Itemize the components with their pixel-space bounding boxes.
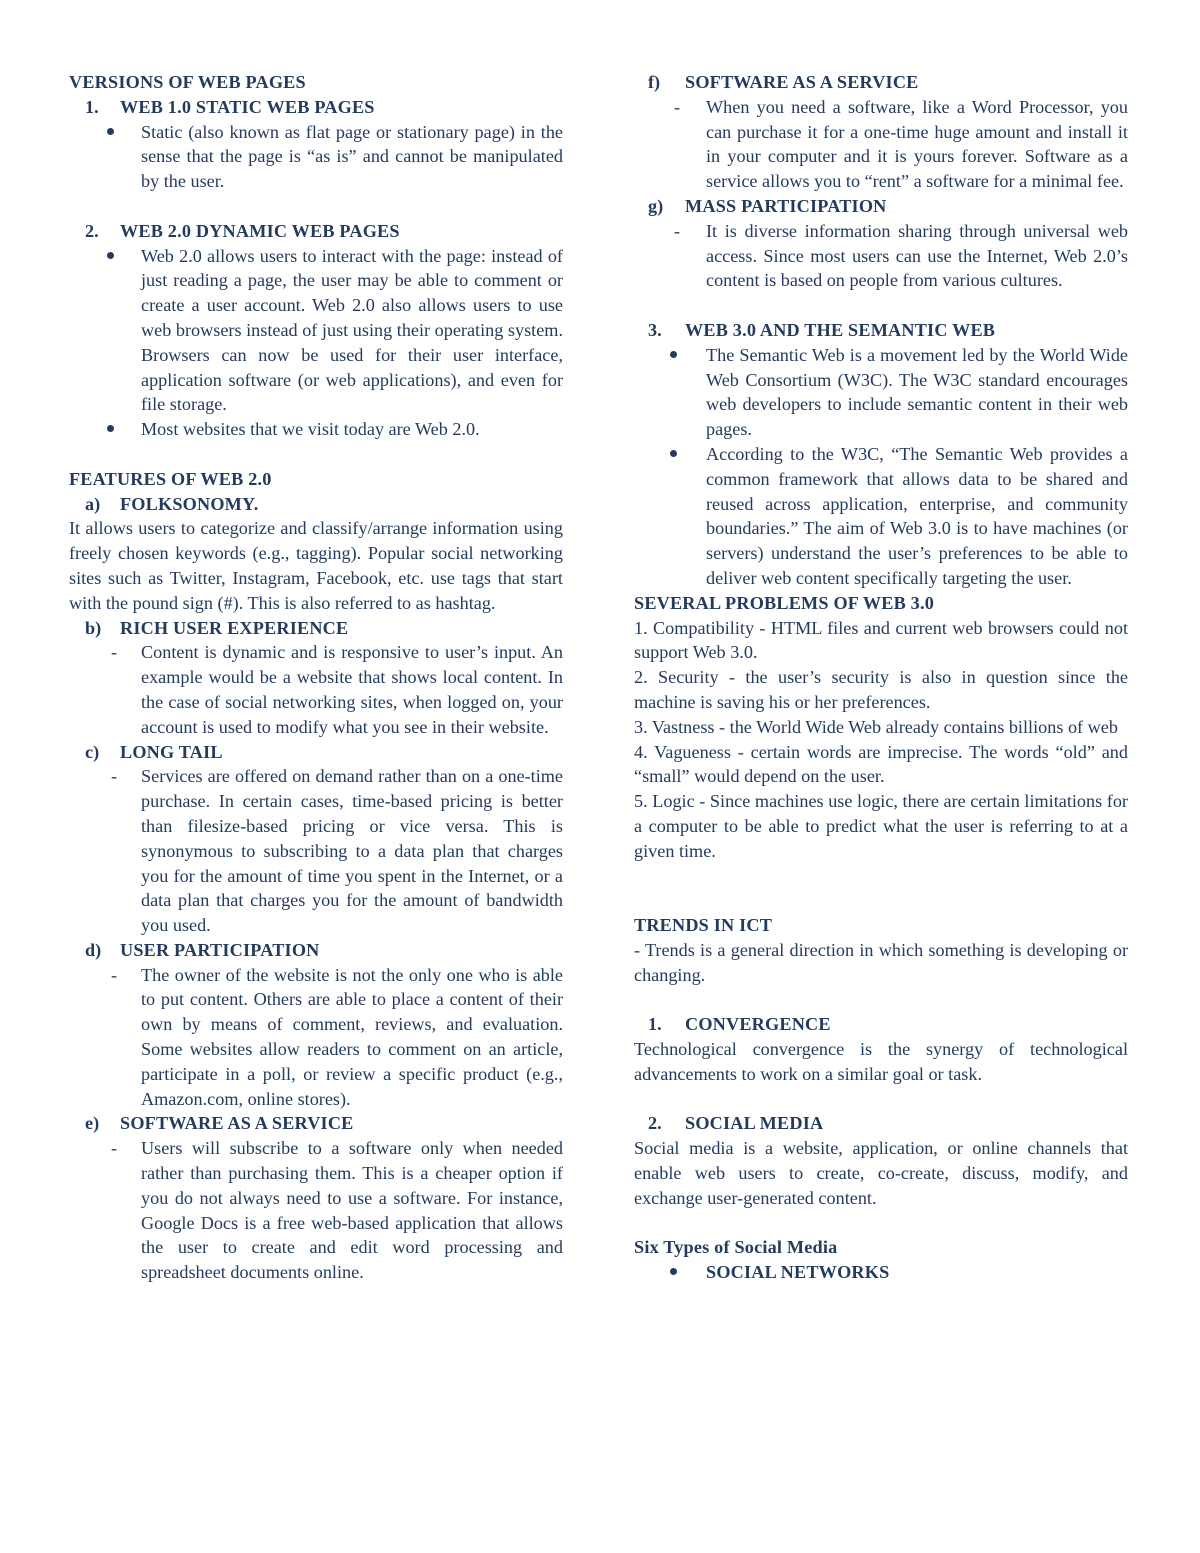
dash-marker: - <box>111 1138 118 1159</box>
bullet-icon <box>69 417 141 442</box>
list-number: 3. <box>648 319 662 340</box>
problem-item: 4. Vagueness - certain words are imprecise. The words “old” and “small” would depend on the user. <box>634 741 1128 787</box>
dash-text: When you need a software, like a Word Processor, you can purchase it for a one-time huge amount and install it in your computer and it is yours forever. Software as a service allows you to “rent” a software for a minimal fee. <box>706 96 1128 192</box>
dash-item <box>69 1136 563 1285</box>
dash-text: It is diverse information sharing through universal web access. Since most users can use the Internet, Web 2.0’s content is based on people from various cultures. <box>706 220 1128 291</box>
web2-heading <box>69 219 563 244</box>
social-media-title: SOCIAL MEDIA <box>685 1113 824 1134</box>
convergence-title: CONVERGENCE <box>685 1014 831 1035</box>
bullet-icon <box>69 120 141 194</box>
list-number: 2. <box>85 220 99 241</box>
social-media-heading <box>634 1111 1128 1136</box>
bullet-text: Static (also known as flat page or stationary page) in the sense that the page is “as is” and cannot be manipulated by the user. <box>141 121 563 192</box>
dash-text: Content is dynamic and is responsive to user’s input. An example would be a website that shows local content. In the case of social networking sites, when logged on, your account is used to modify what you see in their website. <box>141 642 563 737</box>
dash-item <box>634 219 1128 293</box>
convergence-heading <box>634 1012 1128 1037</box>
trends-heading: TRENDS IN ICT <box>634 915 773 936</box>
feature-a-heading <box>69 492 563 517</box>
problem-item: 2. Security - the user’s security is also in question since the machine is saving his or her preferences. <box>634 667 1128 712</box>
web1-title: WEB 1.0 STATIC WEB PAGES <box>120 96 375 117</box>
web2-title: WEB 2.0 DYNAMIC WEB PAGES <box>120 220 400 241</box>
bullet-text: According to the W3C, “The Semantic Web provides a common framework that allows data to be shared and reused across application, enterprise, and community boundaries.” The aim of Web 3.0 is to have machines (or servers) understand the user’s preferences to be able to deliver web content specifically targeting the user. <box>706 443 1128 588</box>
left-column <box>69 70 563 1285</box>
bullet-text: Most websites that we visit today are Web 2.0. <box>141 419 480 440</box>
list-letter: g) <box>648 195 664 216</box>
dash-marker: - <box>111 766 118 787</box>
bullet-item <box>634 343 1128 442</box>
dash-item <box>69 640 563 739</box>
bullet-item <box>69 244 563 418</box>
features-heading: FEATURES OF WEB 2.0 <box>69 468 272 489</box>
feature-f-heading <box>634 70 1128 95</box>
right-column <box>634 70 1128 1285</box>
bullet-text: The Semantic Web is a movement led by the World Wide Web Consortium (W3C). The W3C standard encourages web developers to include semantic content in their web pages. <box>706 344 1128 440</box>
problem-item: 3. Vastness - the World Wide Web already contains billions of web <box>634 716 1118 737</box>
list-number: 2. <box>648 1113 662 1134</box>
bullet-item <box>634 1260 1128 1285</box>
feature-title: LONG TAIL <box>120 741 223 762</box>
feature-e-heading <box>69 1111 563 1136</box>
bullet-item <box>69 120 563 194</box>
list-letter: a) <box>85 493 101 514</box>
bullet-icon <box>634 343 706 442</box>
bullet-text: Web 2.0 allows users to interact with the page: instead of just reading a page, the user may be able to comment or create a user account. Web 2.0 also allows users to use web browsers instead of just using their operating system. Browsers can now be used for their user interface, application software (or web applications), and even for file storage. <box>141 245 563 415</box>
feature-title: RICH USER EXPERIENCE <box>120 617 349 638</box>
dash-text: Users will subscribe to a software only when needed rather than purchasing them. This is a cheaper option if you do not always need to use a software. For instance, Google Docs is a free web-based application that allows the user to create and edit word processing and spreadsheet documents online. <box>141 1138 563 1283</box>
list-letter: c) <box>85 741 100 762</box>
feature-title: MASS PARTICIPATION <box>685 195 887 216</box>
list-number: 1. <box>85 96 99 117</box>
feature-title: FOLKSONOMY. <box>120 493 259 514</box>
feature-title: USER PARTICIPATION <box>120 939 320 960</box>
problems-heading: SEVERAL PROBLEMS OF WEB 3.0 <box>634 592 934 613</box>
list-number: 1. <box>648 1014 662 1035</box>
feature-d-heading <box>69 938 563 963</box>
convergence-body: Technological convergence is the synergy of technological advancements to work on a similar goal or task. <box>634 1039 1128 1084</box>
bullet-icon <box>69 244 141 418</box>
feature-title: SOFTWARE AS A SERVICE <box>120 1113 354 1134</box>
dash-marker: - <box>674 96 681 117</box>
feature-title: SOFTWARE AS A SERVICE <box>685 72 919 92</box>
dash-marker: - <box>674 220 681 241</box>
bullet-text: SOCIAL NETWORKS <box>706 1262 890 1283</box>
dash-marker: - <box>111 964 118 985</box>
problem-item: 1. Compatibility - HTML files and current web browsers could not support Web 3.0. <box>634 617 1128 663</box>
social-media-body: Social media is a website, application, or online channels that enable web users to create, co-create, discuss, modify, and exchange user-generated content. <box>634 1138 1128 1208</box>
bullet-icon <box>634 1260 706 1285</box>
six-types-heading: Six Types of Social Media <box>634 1237 838 1258</box>
dash-text: Services are offered on demand rather than on a one-time purchase. In certain cases, time-based pricing is better than filesize-based pricing or vice versa. This is synonymous to subscribing to a data plan that charges you for the amount of time you spent in the Internet, or a data plan that charges you for the amount of bandwidth you used. <box>141 766 563 936</box>
problem-item: 5. Logic - Since machines use logic, there are certain limitations for a computer to be able to predict what the user is referring to at a given time. <box>634 791 1128 861</box>
bullet-item <box>69 417 563 442</box>
web3-title: WEB 3.0 AND THE SEMANTIC WEB <box>685 319 996 340</box>
bullet-item <box>634 442 1128 591</box>
feature-b-heading <box>69 616 563 641</box>
feature-c-heading <box>69 740 563 765</box>
web3-heading <box>634 318 1128 343</box>
dash-text: The owner of the website is not the only one who is able to put content. Others are able to place a content of their own by means of comment, reviews, and evaluation. Some websites allow readers to comment on an article, participate in a poll, or review a specific product (e.g., Amazon.com, online stores). <box>141 964 563 1109</box>
trends-body: - Trends is a general direction in which something is developing or changing. <box>634 939 1128 985</box>
dash-item <box>69 963 563 1112</box>
list-letter: b) <box>85 617 102 638</box>
list-letter: e) <box>85 1113 100 1134</box>
versions-heading: VERSIONS OF WEB PAGES <box>69 72 306 92</box>
bullet-icon <box>634 442 706 591</box>
dash-item <box>634 95 1128 194</box>
feature-g-heading <box>634 194 1128 219</box>
list-letter: f) <box>648 72 661 92</box>
feature-a-body: It allows users to categorize and classify/arrange information using freely chosen keywords (e.g., tagging). Popular social networking sites such as Twitter, Instagram, Facebook, etc. use tags that start with the pound sign (#). This is also referred to as hashtag. <box>69 518 563 613</box>
dash-marker: - <box>111 642 118 663</box>
dash-item <box>69 764 563 938</box>
web1-heading <box>69 95 563 120</box>
list-letter: d) <box>85 939 102 960</box>
